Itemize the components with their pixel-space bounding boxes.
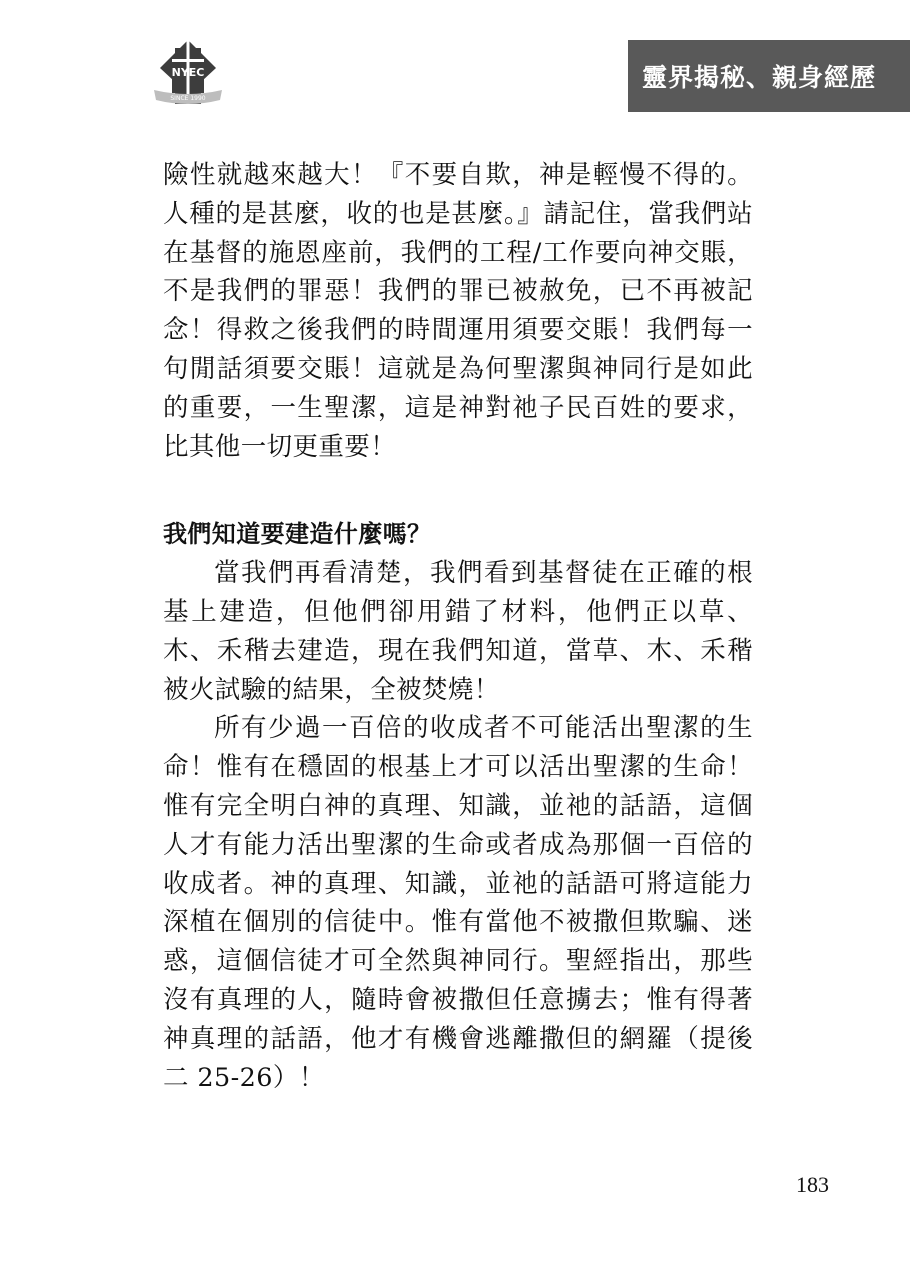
logo-graphic bbox=[148, 36, 228, 110]
logo-text: NYEC bbox=[171, 66, 205, 79]
body-paragraph-3: 所有少過一百倍的收成者不可能活出聖潔的生命！惟有在穩固的根基上才可以活出聖潔的生命！惟有完全明白神的真理、知識，並祂的話語，這個人才有能力活出聖潔的生命或者成為那個一百倍的收成者。神的真理、知識，並祂的話語可將這能力深植在個別的信徒中。惟有當他不被撒但欺騙、迷惑，這個信徒才可全然與神同行。聖經指出，那些沒有真理的人，隨時會被撒但任意擄去；惟有得著神真理的話語，他才有機會逃離撒但的網羅（提後二 25-26）！ bbox=[163, 713, 753, 1093]
chapter-title: 靈界揭秘、親身經歷 bbox=[642, 63, 877, 92]
nyec-logo bbox=[148, 36, 228, 110]
logo-subtext: SINCE 1990 bbox=[170, 95, 206, 102]
chapter-header-tab bbox=[628, 40, 910, 112]
page-number: 183 bbox=[796, 1172, 829, 1197]
logo-cross-horizontal bbox=[172, 59, 204, 62]
body-paragraph-1: 險性就越來越大！『不要自欺，神是輕慢不得的。人種的是甚麼，收的也是甚麼。』請記住，當我們站在基督的施恩座前，我們的工程/工作要向神交賬，不是我們的罪惡！我們的罪已被赦免，已不再被記念！得救之後我們的時間運用須要交賬！我們每一句閒話須要交賬！這就是為何聖潔與神同行是如此的重要，一生聖潔，這是神對祂子民百姓的要求，比其他一切更重要！ bbox=[163, 160, 753, 462]
body-paragraph-2: 當我們再看清楚，我們看到基督徒在正確的根基上建造，但他們卻用錯了材料，他們正以草、木、禾稭去建造，現在我們知道，當草、木、禾稭被火試驗的結果，全被焚燒！ bbox=[163, 558, 753, 705]
section-heading: 我們知道要建造什麼嗎？ bbox=[163, 520, 432, 549]
page-body bbox=[163, 156, 753, 1097]
